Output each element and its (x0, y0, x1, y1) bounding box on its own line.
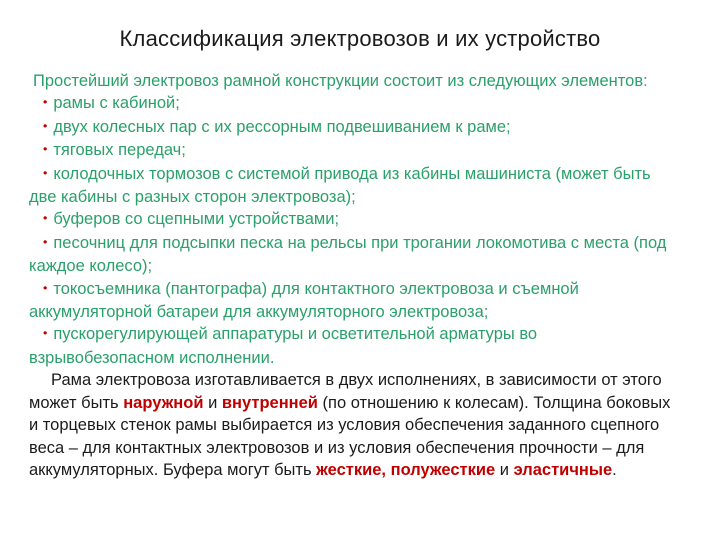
text-line (29, 347, 699, 369)
text-segment: песочниц для подсыпки песка на рельсы при трогании локомотива с места (под (53, 233, 667, 252)
text-line (29, 232, 699, 255)
text-line (29, 139, 699, 162)
text-line (29, 392, 699, 414)
text-segment: и торцевых стенок рамы выбирается из условия обеспечения заданного сцепного (29, 416, 660, 435)
text-segment: и (203, 393, 222, 412)
text-segment: взрывобезопасном исполнении. (29, 348, 275, 367)
text-segment: наружной (123, 393, 204, 412)
text-line (29, 255, 699, 277)
text-segment: жесткие, (316, 460, 387, 479)
text-segment: Простейший электровоз рамной конструкции состоит из следующих элементов: (33, 72, 648, 90)
text-line (29, 116, 699, 139)
text-line (29, 414, 699, 436)
text-segment: Рама электровоза изготавливается в двух исполнениях, в зависимости от этого (51, 371, 662, 390)
text-segment: две кабины с разных сторон электровоза); (29, 188, 356, 207)
text-segment: пускорегулирующей аппаратуры и осветительной арматуры во (53, 325, 538, 344)
text-segment: рамы с кабиной; (53, 94, 180, 113)
text-line (29, 186, 699, 208)
bullet-icon: • (43, 211, 48, 226)
text-line (29, 323, 699, 346)
text-line (29, 163, 699, 186)
text-segment: каждое колесо); (29, 257, 153, 276)
text-segment: тяговых передач; (53, 141, 186, 160)
bullet-icon: • (43, 142, 48, 157)
text-segment: может быть (29, 393, 124, 412)
text-segment: эластичные (513, 460, 613, 479)
text-segment: веса – для контактных электровозов и из условия обеспечения прочности – для (29, 438, 645, 457)
text-segment: буферов со сцепными устройствами; (53, 210, 340, 229)
text-segment: аккумуляторной батареи для аккумуляторного электровоза; (29, 303, 489, 322)
text-segment: колодочных тормозов с системой привода из кабины машиниста (может быть (53, 164, 651, 183)
slide-title: Классификация электровозов и их устройство (119, 26, 601, 51)
bullet-icon: • (43, 280, 48, 295)
text-line (29, 301, 699, 323)
text-line (29, 208, 699, 231)
body-text (29, 70, 699, 481)
bullet-icon: • (43, 234, 48, 249)
text-line (29, 437, 699, 459)
bullet-icon: • (43, 165, 48, 180)
text-line (29, 459, 699, 481)
bullet-icon: • (43, 118, 48, 133)
bullet-icon: • (43, 326, 48, 341)
text-line (29, 278, 699, 301)
text-line (29, 369, 699, 391)
text-line (29, 92, 699, 115)
text-segment: и (495, 460, 514, 479)
bullet-icon: • (43, 95, 48, 110)
text-segment: . (612, 460, 617, 479)
text-segment: (по отношению к колесам). Толщина боковых (317, 393, 671, 412)
text-segment: токосъемника (пантографа) для контактного электровоза и съемной (53, 279, 579, 298)
text-line (29, 70, 699, 92)
text-segment: двух колесных пар с их рессорным подвешиванием к раме; (53, 117, 511, 136)
text-segment: полужесткие (390, 460, 496, 479)
text-segment: аккумуляторных. Буфера могут быть (29, 460, 317, 479)
text-segment: внутренней (221, 393, 318, 412)
